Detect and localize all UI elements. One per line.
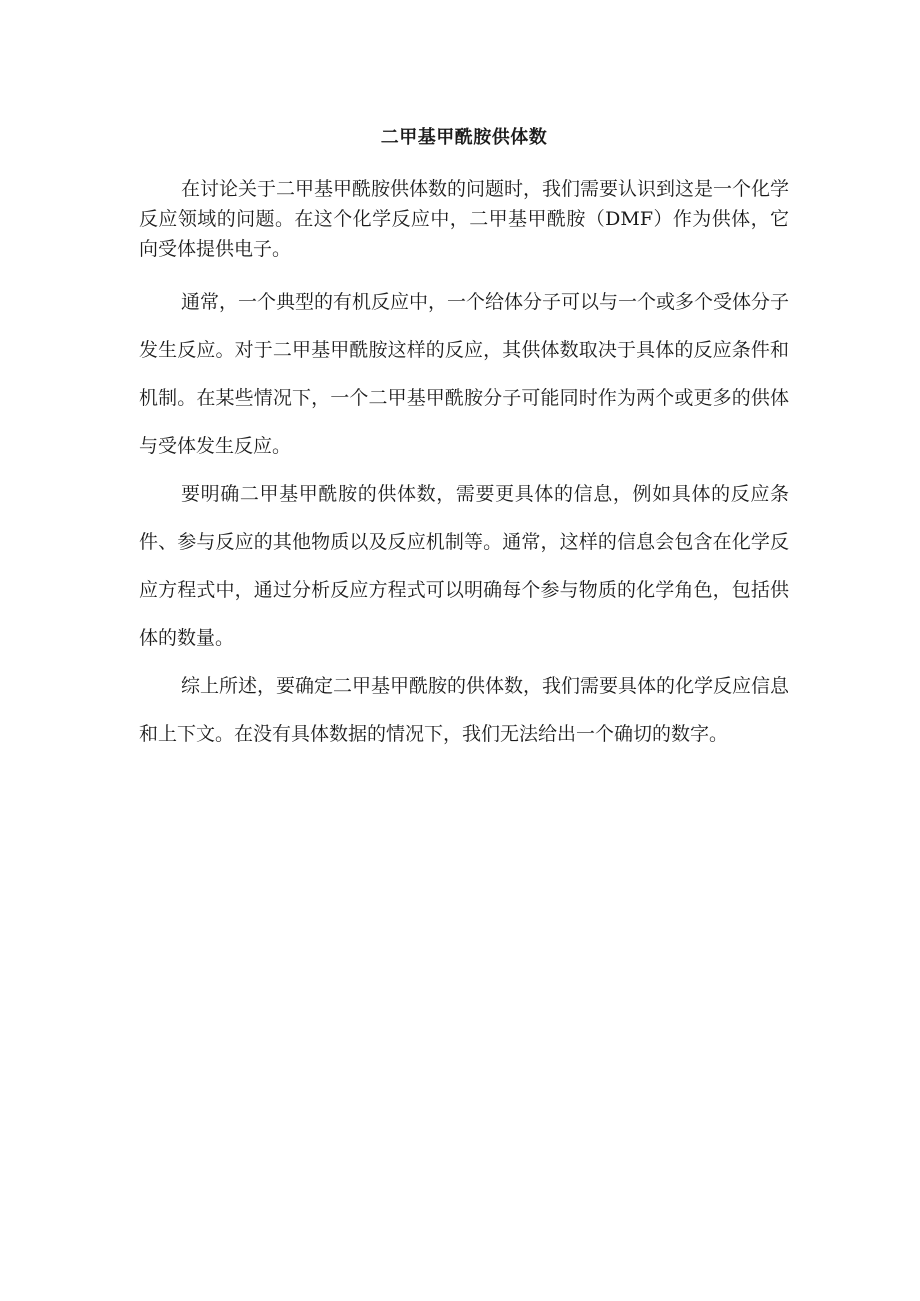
paragraph-intro: 在讨论关于二甲基甲酰胺供体数的问题时，我们需要认识到这是一个化学反应领域的问题。在这个化学反应中，二甲基甲酰胺（DMF）作为供体，它向受体提供电子。	[139, 178, 790, 260]
paragraph-required-info: 要明确二甲基甲酰胺的供体数，需要更具体的信息，例如具体的反应条件、参与反应的其他物质以及反应机制等。通常，这样的信息会包含在化学反应方程式中，通过分析反应方程式可以明确每个参与物质的化学角色，包括供体的数量。	[139, 483, 789, 649]
paragraph-conclusion: 综上所述，要确定二甲基甲酰胺的供体数，我们需要具体的化学反应信息和上下文。在没有具体数据的情况下，我们无法给出一个确切的数字。	[139, 675, 790, 745]
paragraph-typical-reaction: 通常，一个典型的有机反应中，一个给体分子可以与一个或多个受体分子发生反应。对于二甲基甲酰胺这样的反应，其供体数取决于具体的反应条件和机制。在某些情况下，一个二甲基甲酰胺分子可能同时作为两个或更多的供体与受体发生反应。	[139, 291, 790, 457]
document-title: 二甲基甲酰胺供体数	[380, 127, 548, 148]
document-body	[139, 124, 789, 758]
